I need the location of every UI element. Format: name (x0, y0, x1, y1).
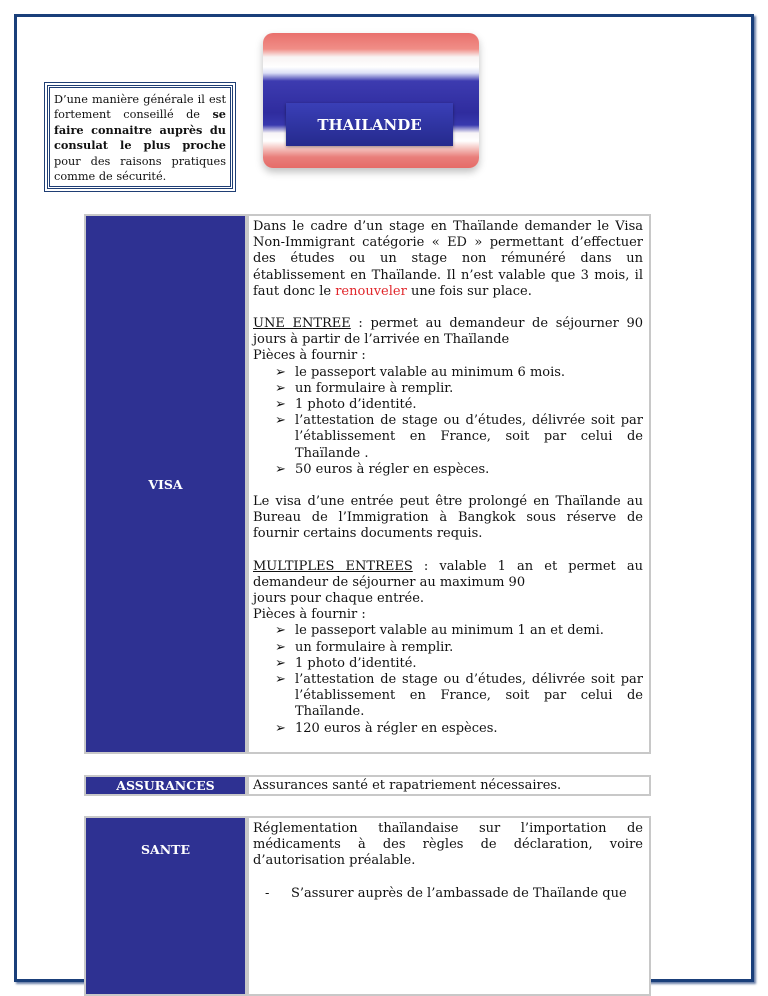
note-text-end: pour des raisons pratiques comme de sécurité. (54, 154, 226, 184)
sante-text: Réglementation thaïlandaise sur l’importation de médicaments à des règles de déclaration, voire d’autorisation préalable. (253, 821, 643, 869)
multi-entry-text: : valable 1 an et permet au demandeur de séjourner au maximum 90 (253, 558, 644, 590)
note-text-start: D’une manière générale il est fortement conseillé de (54, 93, 226, 122)
visa-intro (253, 219, 643, 300)
single-docs-list (253, 365, 643, 478)
list-item: ➢ l’attestation de stage ou d’études, délivrée soit par l’établissement en France, soit par celui de Thaïlande . (275, 413, 643, 462)
sante-label: SANTE (86, 818, 245, 994)
list-item: ➢ l’attestation de stage ou d’études, délivrée soit par l’établissement en France, soit par celui de Thaïlande. (275, 672, 643, 721)
assurances-row (84, 775, 651, 796)
list-item: ➢ 1 photo d’identité. (275, 656, 643, 672)
list-item: ➢ un formulaire à remplir. (275, 381, 643, 397)
visa-content (249, 216, 649, 752)
list-item: ➢ 50 euros à régler en espèces. (275, 462, 643, 478)
list-item: ➢ le passeport valable au minimum 1 an et demi. (275, 623, 643, 639)
visa-intro-end: une fois sur place. (406, 283, 532, 299)
sante-content (249, 818, 649, 994)
visa-intro-text: Dans le cadre d’un stage en Thaïlande demander le Visa Non-Immigrant catégorie « ED » permettant d’effectuer des études ou un stage non rémunéré dans un établissement en Thaïlande. Il n’est valable que 3 mois, il faut donc le (253, 219, 643, 299)
multi-entry-desc (253, 559, 643, 608)
multi-entry-text-2: jours pour chaque entrée. (253, 591, 425, 607)
country-title: THAILANDE (286, 103, 453, 146)
single-entry-text: : permet au demandeur de séjourner 90 jours à partir de l’arrivée en Thaïlande (253, 316, 643, 348)
multi-entry-title: MULTIPLES ENTREES (253, 558, 413, 574)
list-item: ➢ 120 euros à régler en espèces. (275, 721, 643, 737)
note-text-bold: se faire connaitre auprès du consulat le plus proche (54, 107, 226, 153)
list-item: ➢ le passeport valable au minimum 6 mois. (275, 365, 643, 381)
sante-item: - S’assurer auprès de l’ambassade de Thaïlande que (253, 886, 643, 902)
multi-docs-list (253, 623, 643, 736)
single-entry-title: UNE ENTREE (253, 316, 351, 332)
single-entry-desc (253, 316, 643, 348)
visa-extension-note: Le visa d’une entrée peut être prolongé en Thaïlande au Bureau de l’Immigration à Bangkok sous réserve de fournir certains documents requis. (253, 494, 643, 542)
list-item: ➢ un formulaire à remplir. (275, 640, 643, 656)
visa-row (84, 214, 651, 754)
visa-renew-highlight: renouveler (335, 283, 407, 299)
assurances-label: ASSURANCES (86, 777, 245, 794)
multi-docs-label: Pièces à fournir : (253, 607, 366, 623)
sante-row (84, 816, 651, 996)
single-docs-label: Pièces à fournir : (253, 348, 366, 364)
consulate-note (47, 85, 233, 189)
list-item: ➢ 1 photo d’identité. (275, 397, 643, 413)
thailand-flag-image (263, 33, 479, 168)
visa-label: VISA (86, 216, 245, 752)
assurances-content: Assurances santé et rapatriement nécessaires. (249, 777, 649, 794)
